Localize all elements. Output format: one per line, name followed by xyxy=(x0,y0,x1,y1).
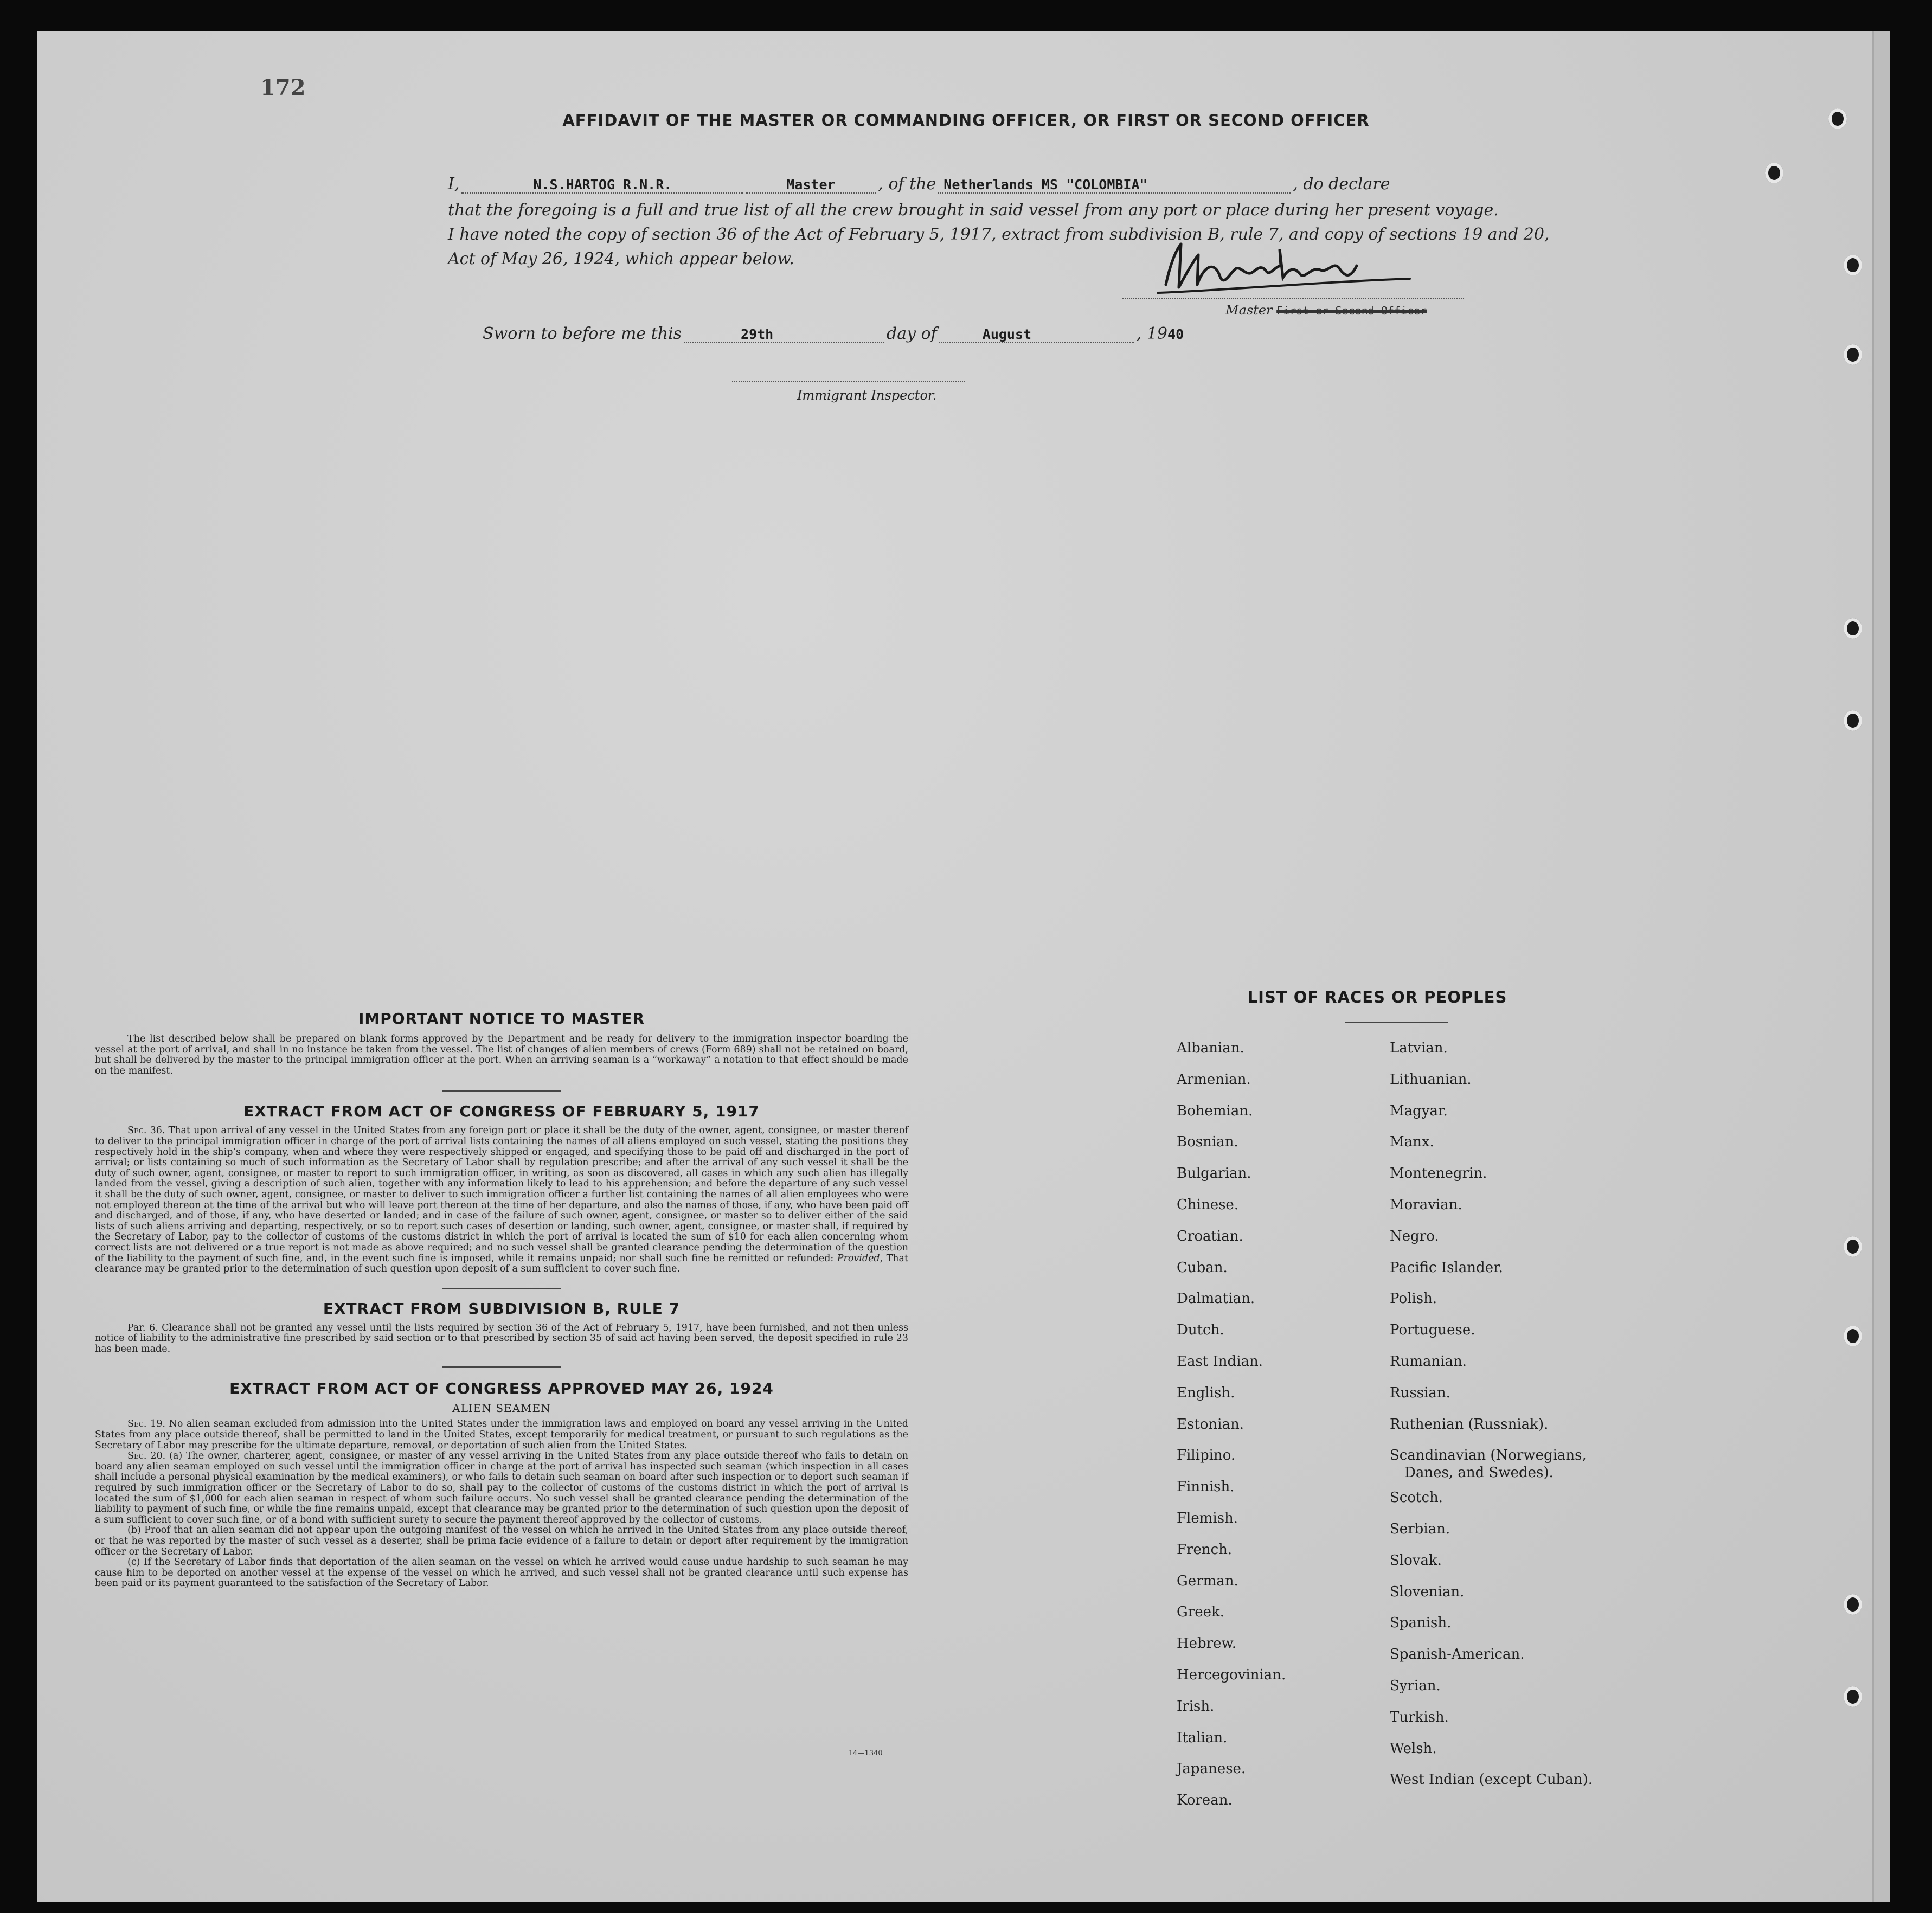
sec19-label: Sec. 19. xyxy=(127,1418,165,1430)
binder-hole xyxy=(1844,1594,1862,1615)
race-item: Spanish-American. xyxy=(1390,1646,1525,1663)
race-item: Rumanian. xyxy=(1390,1353,1467,1370)
race-item: French. xyxy=(1177,1541,1233,1558)
form-number: 14—1340 xyxy=(849,1749,883,1757)
divider xyxy=(442,1288,561,1289)
extract3-subtitle: ALIEN SEAMEN xyxy=(452,1402,551,1415)
extract1-sec-label: Sec. 36. xyxy=(127,1125,165,1137)
binder-hole xyxy=(1844,344,1862,365)
extract1-tail: That clearance may be granted prior to the determination of such question upon deposit of a sum sufficient to cover such fine. xyxy=(95,1253,908,1275)
affidavit-title: AFFIDAVIT OF THE MASTER OR COMMANDING OFFICER, OR FIRST OR SECOND OFFICER xyxy=(562,111,1370,130)
race-item: Finnish. xyxy=(1177,1479,1235,1495)
extract1-title: EXTRACT FROM ACT OF CONGRESS OF FEBRUARY 5, 1917 xyxy=(243,1102,760,1121)
race-item: Dalmatian. xyxy=(1177,1291,1255,1307)
binder-hole xyxy=(1844,1326,1862,1346)
race-item: German. xyxy=(1177,1572,1238,1589)
race-item: Japanese. xyxy=(1177,1761,1246,1777)
race-item: Scotch. xyxy=(1390,1490,1443,1506)
extract2-title: EXTRACT FROM SUBDIVISION B, RULE 7 xyxy=(323,1299,681,1318)
extract3-title: EXTRACT FROM ACT OF CONGRESS APPROVED MAY 26, 1924 xyxy=(229,1379,774,1398)
signature-line xyxy=(1122,298,1464,299)
sec20-body xyxy=(95,1451,908,1525)
declaration-line-3: Act of May 26, 1924, which appear below. xyxy=(448,249,794,268)
page-number: 172 xyxy=(260,75,306,100)
race-item: Chinese. xyxy=(1177,1197,1239,1213)
binder-hole xyxy=(1844,1236,1862,1257)
race-item: Estonian. xyxy=(1177,1416,1244,1433)
sec20-label: Sec. 20. xyxy=(127,1450,166,1462)
race-item: Slovenian. xyxy=(1390,1583,1465,1600)
race-item: Slovak. xyxy=(1390,1552,1442,1569)
race-item: Korean. xyxy=(1177,1792,1233,1809)
officer-name: N.S.HARTOG R.N.R. xyxy=(461,177,743,194)
sig-struck-label: First or Second Officer xyxy=(1276,304,1427,317)
races-divider xyxy=(1345,1022,1448,1023)
race-item: Bohemian. xyxy=(1177,1102,1253,1119)
extract1-provided: Provided, xyxy=(837,1253,883,1264)
race-item: Turkish. xyxy=(1390,1709,1449,1725)
race-item: Lithuanian. xyxy=(1390,1071,1472,1088)
document-sheet xyxy=(37,31,1890,1902)
race-item: Bulgarian. xyxy=(1177,1165,1251,1182)
race-item: Croatian. xyxy=(1177,1228,1243,1244)
officer-rank: Master xyxy=(746,177,876,194)
sec19-body xyxy=(95,1419,908,1451)
race-item: Italian. xyxy=(1177,1729,1228,1746)
race-item: Bosnian. xyxy=(1177,1134,1238,1151)
race-item: Moravian. xyxy=(1390,1197,1462,1213)
signature-caption xyxy=(1225,303,1427,318)
race-item: Danes, and Swedes). xyxy=(1404,1465,1554,1481)
sec20-text: (a) The owner, charterer, agent, consignee, or master of any vessel arriving in the United States from any place outside thereof who fails to detain on board any alien seaman employed on such vessel until the immigration officer in charge at the port of arrival has inspected such seaman (which inspection in all cases shall include a personal physical examination by the medical examiners), or who fails to detain such seaman on board after such inspection or to deport such seaman if required by such immigration officer or the Secretary of Labor to do so, shall pay to the collector of customs of the customs district in which the port of arrival is located the sum of $1,000 for each alien seaman in respect of whom such failure occurs. No such vessel shall be granted clearance pending the determination of the liability to payment of such fine, or while the fine remains unpaid, except that clearance may be granted prior to the determination of such question upon the deposit of a sum sufficient to cover such fine, or of a bond with sufficient surety to secure the payment thereof approved by the collector of customs. xyxy=(95,1450,908,1525)
race-item: Greek. xyxy=(1177,1604,1224,1621)
sec19-text: No alien seaman excluded from admission into the United States under the immigration laws and employed on board any vessel arriving in the United States from any place outside thereof, shall be permitted to land in the United States, except temporarily for medical treatment, or pursuant to such regulations as the Secretary of Labor may prescribe for the ultimate departure, removal, or deportation of such alien from the United States. xyxy=(95,1418,908,1451)
sworn-row xyxy=(483,324,1184,343)
binder-hole xyxy=(1844,710,1862,731)
race-item: Negro. xyxy=(1390,1228,1439,1244)
year-prefix: , 19 xyxy=(1136,324,1168,343)
races-title: LIST OF RACES OR PEOPLES xyxy=(1247,988,1507,1006)
race-item: Dutch. xyxy=(1177,1322,1224,1339)
race-item: Hercegovinian. xyxy=(1177,1667,1286,1683)
binder-hole xyxy=(1844,255,1862,275)
race-item: Manx. xyxy=(1390,1134,1434,1151)
binder-hole xyxy=(1765,163,1783,183)
race-item: Pacific Islander. xyxy=(1390,1259,1503,1276)
sec20b-body: (b) Proof that an alien seaman did not appear upon the outgoing manifest of the vessel on which he arrived in the United States from any place outside thereof, or that he was reported by the master of such vessel as a deserter, shall be prima facie evidence of a failure to detain or deport after requirement by the immigration officer or the Secretary of Labor. xyxy=(95,1525,908,1557)
race-item: Scandinavian (Norwegians, xyxy=(1390,1447,1587,1464)
race-item: Welsh. xyxy=(1390,1740,1437,1757)
of-the-label: , of the xyxy=(878,175,936,194)
binder-hole xyxy=(1844,1686,1862,1707)
pre-name: I, xyxy=(448,175,460,194)
declaration-line-2: I have noted the copy of section 36 of the Act of February 5, 1917, extract from subdivision B, rule 7, and copy of sections 19 and 20, xyxy=(448,225,1550,244)
race-item: Flemish. xyxy=(1177,1510,1238,1526)
race-item: Latvian. xyxy=(1390,1040,1448,1056)
divider xyxy=(442,1366,561,1368)
notice-body: The list described below shall be prepared on blank forms approved by the Department and be ready for delivery to the immigration inspector boarding the vessel at the port of arrival, and shall in no instance be taken from the vessel. The list of changes of alien members of crews (Form 689) shall not be retained on board, but shall be delivered by the master to the principal immigration officer at the port. When an arriving seaman is a “workaway” a notation to that effect should be made on the manifest. xyxy=(95,1033,908,1076)
race-item: Albanian. xyxy=(1177,1040,1244,1056)
race-item: Magyar. xyxy=(1390,1102,1448,1119)
race-item: Portuguese. xyxy=(1390,1322,1475,1339)
signature-area xyxy=(1122,239,1469,325)
race-item: West Indian (except Cuban). xyxy=(1390,1771,1593,1788)
race-item: Irish. xyxy=(1177,1698,1215,1715)
year-suffix: 40 xyxy=(1167,326,1184,342)
sig-master-label: Master xyxy=(1225,303,1273,318)
declaration-row xyxy=(448,175,1478,194)
handwritten-signature xyxy=(1155,239,1459,298)
sworn-prefix: Sworn to before me this xyxy=(483,324,682,343)
race-item: Russian. xyxy=(1390,1384,1450,1401)
sheet-edge xyxy=(1872,31,1890,1902)
binder-hole xyxy=(1844,618,1862,639)
race-item: Armenian. xyxy=(1177,1071,1251,1088)
extract1-text: That upon arrival of any vessel in the United States from any foreign port or place it shall be the duty of the owner, agent, consignee, or master thereof to deliver to the principal immigration officer in charge of the port of arrival lists containing the names of all aliens employed on such vessel, stating the positions they respectively hold in the ship’s company, when and where they were respectively shipped or engaged, and specifying those to be paid off and discharged in the port of arrival; or lists containing so much of such information as the Secretary of Labor shall by regulation prescribe; and after the arrival of any such vessel it shall be the duty of such owner, agent, consignee, or master to report to such immigration officer, in writing, as soon as discovered, all cases in which any such alien has illegally landed from the vessel, giving a description of such alien, together with any information likely to lead to his apprehension; and before the departure of any such vessel it shall be the duty of such owner, agent, consignee, or master to deliver to such immigration officer a further list containing the names of all alien employees who were not employed thereon at the time of the arrival but who will leave port thereon at the time of her departure, and also the names of those, if any, who have been paid off and discharged, and of those, if any, who have deserted or landed; and in case of the failure of such owner, agent, consignee, or master so to deliver either of the said lists of such aliens arriving and departing, respectively, or so to report such cases of desertion or landing, such owner, agent, consignee, or master shall, if required by the Secretary of Labor, pay to the collector of customs of the customs district in which the port of arrival is located the sum of $10 for each alien concerning whom correct lists are not delivered or a true report is not made as above required; and no such vessel shall be granted clearance pending the determination of the question of the liability to the payment of such fine, and, in the event such fine is imposed, while it remains unpaid; nor shall such fine be remitted or refunded: xyxy=(95,1125,908,1264)
race-item: Hebrew. xyxy=(1177,1635,1236,1652)
vessel-name: Netherlands MS "COLOMBIA" xyxy=(938,177,1291,194)
race-item: Polish. xyxy=(1390,1291,1437,1307)
notice-section xyxy=(95,1010,908,1589)
race-item: Filipino. xyxy=(1177,1447,1236,1464)
race-item: Syrian. xyxy=(1390,1678,1441,1694)
race-item: Ruthenian (Russniak). xyxy=(1390,1416,1549,1433)
inspector-signature-line xyxy=(732,381,965,382)
day-of-label: day of xyxy=(887,324,937,343)
sworn-day: 29th xyxy=(684,326,884,343)
extract2-body: Par. 6. Clearance shall not be granted any vessel until the lists required by section 36 of the Act of February 5, 1917, have been furnished, and not then unless notice of liability to the administrative fine prescribed by said section or to that prescribed by section 35 of said act having been served, the deposit specified in rule 23 has been made. xyxy=(95,1322,908,1354)
divider xyxy=(442,1090,561,1092)
inspector-label: Immigrant Inspector. xyxy=(797,388,937,403)
notice-title: IMPORTANT NOTICE TO MASTER xyxy=(358,1010,645,1028)
race-item: Serbian. xyxy=(1390,1521,1450,1537)
declaration-line-1: that the foregoing is a full and true list of all the crew brought in said vessel from any port or place during her present voyage. xyxy=(448,201,1499,220)
race-item: Cuban. xyxy=(1177,1259,1228,1276)
race-item: Montenegrin. xyxy=(1390,1165,1487,1182)
race-item: English. xyxy=(1177,1384,1235,1401)
race-item: East Indian. xyxy=(1177,1353,1263,1370)
extract1-body xyxy=(95,1126,908,1274)
sec20c-body: (c) If the Secretary of Labor finds that deportation of the alien seaman on the vessel on which he arrived would cause undue hardship to such seaman he may cause him to be deported on another vessel at the expense of the vessel on which he arrived, and such vessel shall not be granted clearance until such expense has been paid or its payment guaranteed to the satisfaction of the Secretary of Labor. xyxy=(95,1557,908,1589)
sworn-month: August xyxy=(939,326,1134,343)
do-declare-label: , do declare xyxy=(1293,175,1390,194)
race-item: Spanish. xyxy=(1390,1615,1452,1632)
